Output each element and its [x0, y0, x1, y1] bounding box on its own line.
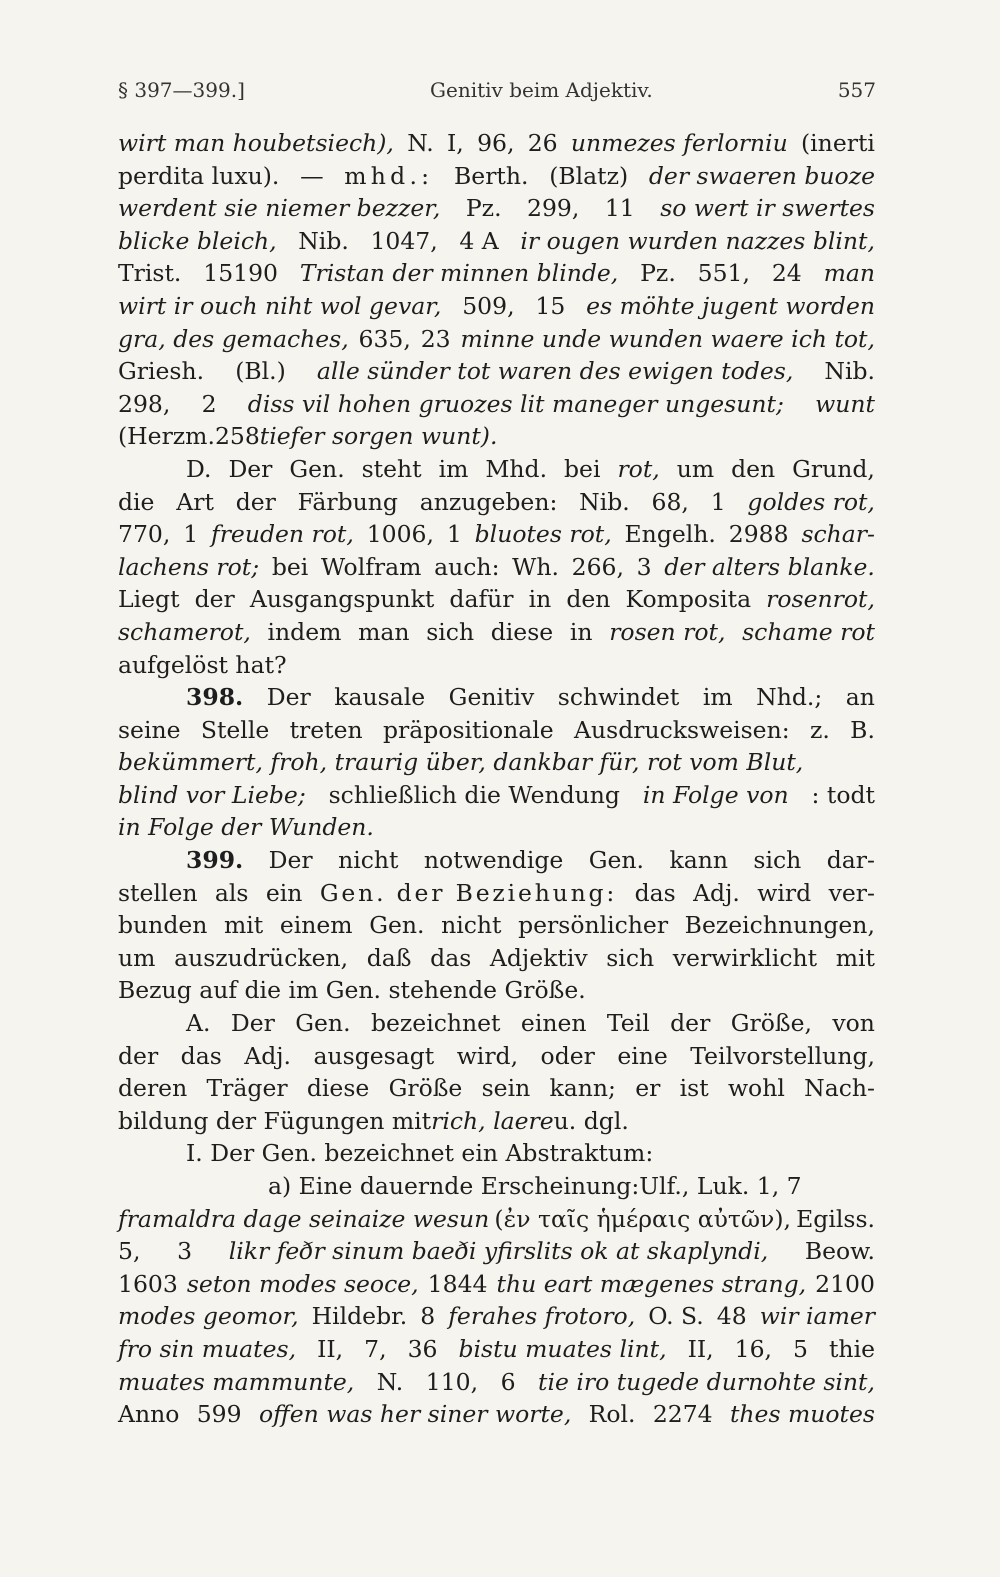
- word: Nib.: [579, 487, 630, 516]
- word: dafür: [449, 585, 514, 614]
- word: D.: [186, 454, 212, 483]
- word: Mhd.: [485, 454, 548, 483]
- running-title: Genitiv beim Adjektiv.: [430, 78, 653, 102]
- word: Adjektiv: [489, 943, 588, 972]
- word: modes geomor,: [118, 1302, 299, 1331]
- word: wird: [757, 878, 812, 907]
- word: z.: [809, 715, 830, 744]
- word: in: [569, 617, 593, 646]
- word: 635,: [358, 324, 411, 353]
- word: (ἐν ταῖς ἡμέραις αὐτῶν),: [494, 1204, 791, 1233]
- word: wunt: [815, 389, 875, 418]
- word: muates mammunte,: [118, 1367, 355, 1396]
- word: framaldra dage seinaize wesun: [118, 1204, 490, 1233]
- word: den: [566, 585, 611, 614]
- word: den: [731, 454, 776, 483]
- word: diss vil hohen gruozes lit maneger ungesunt;: [247, 389, 784, 418]
- word: Pz.: [640, 259, 676, 288]
- text-line: [118, 1105, 875, 1138]
- word: Träger: [206, 1074, 288, 1103]
- word: Nib.: [298, 226, 349, 255]
- word: im: [438, 454, 469, 483]
- word: (Blatz): [549, 161, 629, 190]
- word: (inerti: [801, 129, 875, 157]
- text-line: [118, 909, 875, 942]
- word: thie: [828, 1334, 875, 1363]
- word: bei: [271, 552, 309, 581]
- word: rot,: [617, 454, 660, 483]
- word: das: [180, 1041, 222, 1070]
- word: 16,: [734, 1334, 772, 1363]
- word: Der: [266, 683, 311, 712]
- word: fro sin muates,: [118, 1334, 297, 1363]
- word: Egilss.: [796, 1204, 875, 1233]
- word: II,: [317, 1334, 344, 1363]
- word: bezeichnet: [370, 1009, 501, 1038]
- word: 509,: [462, 291, 515, 320]
- word: Teil: [606, 1009, 650, 1038]
- text-line: [118, 1040, 875, 1073]
- word: Der: [228, 454, 273, 483]
- word: 2274: [652, 1400, 713, 1429]
- word: 24: [771, 259, 802, 288]
- word: oder: [540, 1041, 595, 1070]
- word: minne unde wunden waere ich tot,: [460, 324, 875, 353]
- word: schwindet: [557, 683, 680, 712]
- text-line: [118, 844, 875, 877]
- word: I. Der Gen. bezeichnet ein Abstraktum:: [186, 1139, 654, 1168]
- word: im: [702, 683, 733, 712]
- word: 1: [710, 487, 726, 516]
- word: notwendige: [423, 846, 564, 875]
- word: auszudrücken,: [174, 943, 349, 972]
- text-line: [118, 877, 875, 910]
- word: in: [528, 585, 552, 614]
- text-line: [118, 714, 875, 747]
- word: bunden: [118, 911, 208, 940]
- word: 11: [604, 194, 635, 223]
- word: rosenrot,: [766, 585, 875, 614]
- text-line: [118, 1007, 875, 1040]
- text-line: [118, 192, 875, 225]
- word: 4 A: [459, 226, 499, 255]
- word: Gen.: [588, 846, 645, 875]
- word: 5: [793, 1334, 808, 1363]
- text-line: [118, 518, 875, 551]
- text-line: [118, 1300, 875, 1333]
- word: als: [214, 878, 249, 907]
- word: II,: [687, 1334, 714, 1363]
- word: Gen.: [295, 1009, 351, 1038]
- word: 551,: [697, 259, 750, 288]
- word: 48: [716, 1302, 747, 1331]
- word: Größe: [388, 1074, 463, 1103]
- word: 2988: [728, 520, 789, 549]
- word: 258: [214, 422, 260, 451]
- word: gra, des gemaches,: [118, 324, 349, 353]
- word: sein: [481, 1074, 531, 1103]
- word: kann;: [549, 1074, 616, 1103]
- word: der: [118, 1041, 159, 1070]
- word: 15190: [203, 259, 279, 288]
- word: Berth.: [454, 161, 529, 190]
- word: nicht: [338, 846, 399, 875]
- word: in Folge der Wunden.: [118, 813, 374, 842]
- word: tiefer sorgen wunt).: [259, 422, 498, 451]
- word: 1: [446, 520, 462, 549]
- word: 299,: [527, 194, 580, 223]
- word: der: [194, 585, 235, 614]
- word: werdent sie niemer bezzer,: [118, 194, 441, 223]
- text-line: [118, 746, 875, 779]
- word: man: [358, 617, 410, 646]
- word: Nib.: [824, 357, 875, 386]
- word: Nhd.;: [756, 683, 823, 712]
- word: wirt ir ouch niht wol gevar,: [118, 291, 442, 320]
- word: an: [845, 683, 875, 712]
- word: bluotes rot,: [474, 520, 612, 549]
- word: 96,: [477, 129, 515, 157]
- word: diese: [306, 1074, 370, 1103]
- word: Trist.: [118, 259, 182, 288]
- text-line: [118, 290, 875, 323]
- word: mit: [224, 911, 264, 940]
- word: Ulf., Luk. 1, 7: [639, 1172, 802, 1200]
- word: Hildebr.: [311, 1302, 408, 1331]
- word: Rol.: [588, 1400, 636, 1429]
- word: Gen.: [289, 454, 345, 483]
- word: Färbung: [297, 487, 398, 516]
- word: 1: [183, 520, 199, 549]
- word: alle sünder tot waren des ewigen todes,: [316, 357, 794, 386]
- word: schame rot: [742, 617, 875, 646]
- word: thes muotes: [729, 1400, 875, 1429]
- word: tie iro tugede durnohte sint,: [538, 1367, 875, 1396]
- word: 110,: [425, 1367, 479, 1396]
- word: bildung der Fügungen mit: [118, 1106, 432, 1135]
- word: 298,: [118, 389, 171, 418]
- word: kann: [669, 846, 728, 875]
- word: seton modes seoce,: [186, 1269, 419, 1298]
- text-line: [118, 649, 875, 682]
- word: einen: [520, 1009, 587, 1038]
- word: es möhte jugent worden: [586, 291, 875, 320]
- word: 1844: [427, 1269, 488, 1298]
- word: bekümmert, froh, traurig über, dankbar für, rot vom Blut,: [118, 748, 804, 777]
- word: : todt: [811, 780, 875, 809]
- word: um: [118, 943, 156, 972]
- word: Wolfram: [320, 552, 422, 581]
- word: deren: [118, 1074, 188, 1103]
- word: Gen.: [369, 911, 425, 940]
- word: ferahes frotoro,: [448, 1302, 636, 1331]
- word: man: [823, 259, 875, 288]
- word: u. dgl.: [553, 1106, 629, 1135]
- word: der: [670, 1009, 711, 1038]
- word: a) Eine dauernde Erscheinung:: [268, 1172, 640, 1200]
- word: kausale: [334, 683, 426, 712]
- word: Nach-: [804, 1074, 875, 1103]
- word: N.: [407, 129, 434, 157]
- word: sich: [753, 846, 802, 875]
- word: 7,: [364, 1334, 387, 1363]
- page-number: 557: [837, 78, 876, 102]
- word: Bezeichnungen,: [684, 911, 875, 940]
- body-text: [118, 127, 875, 1431]
- word: Adj.: [693, 878, 740, 907]
- word: bistu muates lint,: [458, 1334, 667, 1363]
- text-line: [118, 811, 875, 844]
- word: so wert ir swertes: [660, 194, 875, 223]
- word: mhd.:: [344, 161, 434, 190]
- word: unmezes ferlorniu: [570, 129, 788, 157]
- word: offen was her siner worte,: [258, 1400, 572, 1429]
- word: wohl: [727, 1074, 785, 1103]
- text-line: [118, 616, 875, 649]
- word: Ausgangspunkt: [249, 585, 435, 614]
- word: in Folge von: [642, 780, 789, 809]
- text-line: [118, 779, 875, 812]
- text-line: [118, 681, 875, 714]
- word: I,: [447, 129, 464, 157]
- word: 68,: [651, 487, 689, 516]
- word: aufgelöst hat?: [118, 650, 287, 679]
- word: treten: [289, 715, 363, 744]
- word: Liegt: [118, 585, 180, 614]
- word: ver-: [828, 878, 875, 907]
- word: lachens rot;: [118, 552, 260, 581]
- word: Anno: [118, 1400, 180, 1429]
- word: wir iamer: [759, 1302, 875, 1331]
- word: 1006,: [366, 520, 434, 549]
- text-line: [118, 225, 875, 258]
- word: A.: [186, 1009, 211, 1038]
- word: wird,: [456, 1041, 519, 1070]
- word: ausgesagt: [313, 1041, 435, 1070]
- word: 26: [527, 129, 558, 157]
- word: rich, laere: [431, 1106, 554, 1135]
- word: von: [832, 1009, 875, 1038]
- word: Größe,: [730, 1009, 812, 1038]
- word: 770,: [118, 520, 171, 549]
- text-line: [118, 160, 875, 193]
- word: (Herzm.: [118, 422, 215, 451]
- word: 36: [407, 1334, 438, 1363]
- word: Adj.: [244, 1041, 292, 1070]
- word: indem: [267, 617, 342, 646]
- word: Engelh.: [624, 520, 716, 549]
- word: ist: [679, 1074, 709, 1103]
- word: B.: [850, 715, 875, 744]
- word: 3: [177, 1237, 193, 1266]
- word: bei: [564, 454, 601, 483]
- word: —: [300, 161, 324, 190]
- text-line: [118, 583, 875, 616]
- word: Art: [176, 487, 214, 516]
- word: ir ougen wurden nazzes blint,: [520, 226, 875, 255]
- text-line: [118, 942, 875, 975]
- text-line: [118, 257, 875, 290]
- word: anzugeben:: [419, 487, 558, 516]
- word: schließlich die Wendung: [328, 780, 620, 809]
- word: freuden rot,: [211, 520, 354, 549]
- word: sich: [606, 943, 655, 972]
- word: er: [635, 1074, 661, 1103]
- word: der swaeren buoze: [648, 161, 875, 190]
- word: Griesh.: [118, 357, 205, 386]
- word: 266,: [571, 552, 624, 581]
- word: thu eart mægenes strang,: [496, 1269, 807, 1298]
- word: likr feðr sinum baeði yfirslits ok at skaplyndi,: [228, 1237, 769, 1266]
- text-line: [118, 1235, 875, 1268]
- word: Genitiv: [448, 683, 535, 712]
- word: persönlicher: [518, 911, 669, 940]
- word: Wh.: [512, 552, 559, 581]
- word: 399.: [186, 846, 244, 875]
- text-line: [118, 127, 875, 160]
- word: blind vor Liebe;: [118, 780, 306, 809]
- word: Grund,: [792, 454, 875, 483]
- text-line: [118, 355, 875, 388]
- word: nicht: [441, 911, 502, 940]
- word: Stelle: [200, 715, 270, 744]
- word: Ausdrucksweisen:: [574, 715, 790, 744]
- word: ein: [265, 878, 303, 907]
- word: präpositionale: [382, 715, 554, 744]
- word: Bezug auf die im Gen. stehende Größe.: [118, 976, 586, 1005]
- word: 8: [420, 1302, 436, 1331]
- word: schamerot,: [118, 617, 251, 646]
- text-line: [118, 323, 875, 356]
- word: 599: [196, 1400, 242, 1429]
- word: Pz.: [465, 194, 502, 223]
- text-line: [118, 453, 875, 486]
- word: 3: [636, 552, 652, 581]
- word: dar-: [826, 846, 875, 875]
- word: 5,: [118, 1237, 141, 1266]
- word: einem: [279, 911, 353, 940]
- text-line: [118, 486, 875, 519]
- text-line: [118, 1170, 875, 1203]
- word: Beow.: [804, 1237, 875, 1266]
- word: um: [676, 454, 715, 483]
- text-line: [118, 551, 875, 584]
- word: Teilvorstellung,: [690, 1041, 875, 1070]
- word: mit: [835, 943, 875, 972]
- word: O. S.: [648, 1302, 704, 1331]
- word: der alters blanke.: [664, 552, 875, 581]
- text-line: [118, 1398, 875, 1431]
- word: der: [235, 487, 276, 516]
- word: 2100: [815, 1269, 875, 1298]
- word: das: [634, 878, 676, 907]
- running-header: [118, 78, 876, 108]
- word: wirt man houbetsiech),: [118, 129, 394, 157]
- word: eine: [617, 1041, 668, 1070]
- text-line: [118, 1268, 875, 1301]
- word: stellen: [118, 878, 198, 907]
- word: 6: [500, 1367, 516, 1396]
- text-line: [118, 1366, 875, 1399]
- word: steht: [361, 454, 422, 483]
- text-line: [118, 1203, 875, 1236]
- text-line: [118, 1333, 875, 1366]
- word: (Bl.): [235, 357, 286, 386]
- word: sich: [426, 617, 475, 646]
- word: 15: [535, 291, 566, 320]
- word: Der: [230, 1009, 275, 1038]
- word: 1047,: [370, 226, 438, 255]
- text-line: [118, 1072, 875, 1105]
- text-line: [118, 1137, 875, 1170]
- word: daß: [366, 943, 412, 972]
- word: das: [430, 943, 472, 972]
- word: Tristan der minnen blinde,: [299, 259, 619, 288]
- word: Der: [268, 846, 313, 875]
- word: die: [118, 487, 155, 516]
- section-range: § 397—399.]: [118, 78, 245, 102]
- word: verwirklicht: [672, 943, 818, 972]
- word: 398.: [186, 683, 244, 712]
- word: 23: [420, 324, 451, 353]
- word: blicke bleich,: [118, 226, 277, 255]
- text-line: [118, 420, 875, 453]
- word: seine: [118, 715, 181, 744]
- text-line: [118, 388, 875, 421]
- word: 1603: [118, 1269, 178, 1298]
- word: Gen. der Beziehung:: [319, 878, 618, 907]
- word: goldes rot,: [747, 487, 875, 516]
- word: 2: [201, 389, 217, 418]
- word: perdita luxu).: [118, 161, 280, 190]
- word: diese: [490, 617, 554, 646]
- word: auch:: [434, 552, 500, 581]
- word: rosen rot,: [609, 617, 726, 646]
- text-line: [118, 974, 875, 1007]
- word: N.: [376, 1367, 404, 1396]
- word: Komposita: [625, 585, 752, 614]
- word: schar-: [801, 520, 875, 549]
